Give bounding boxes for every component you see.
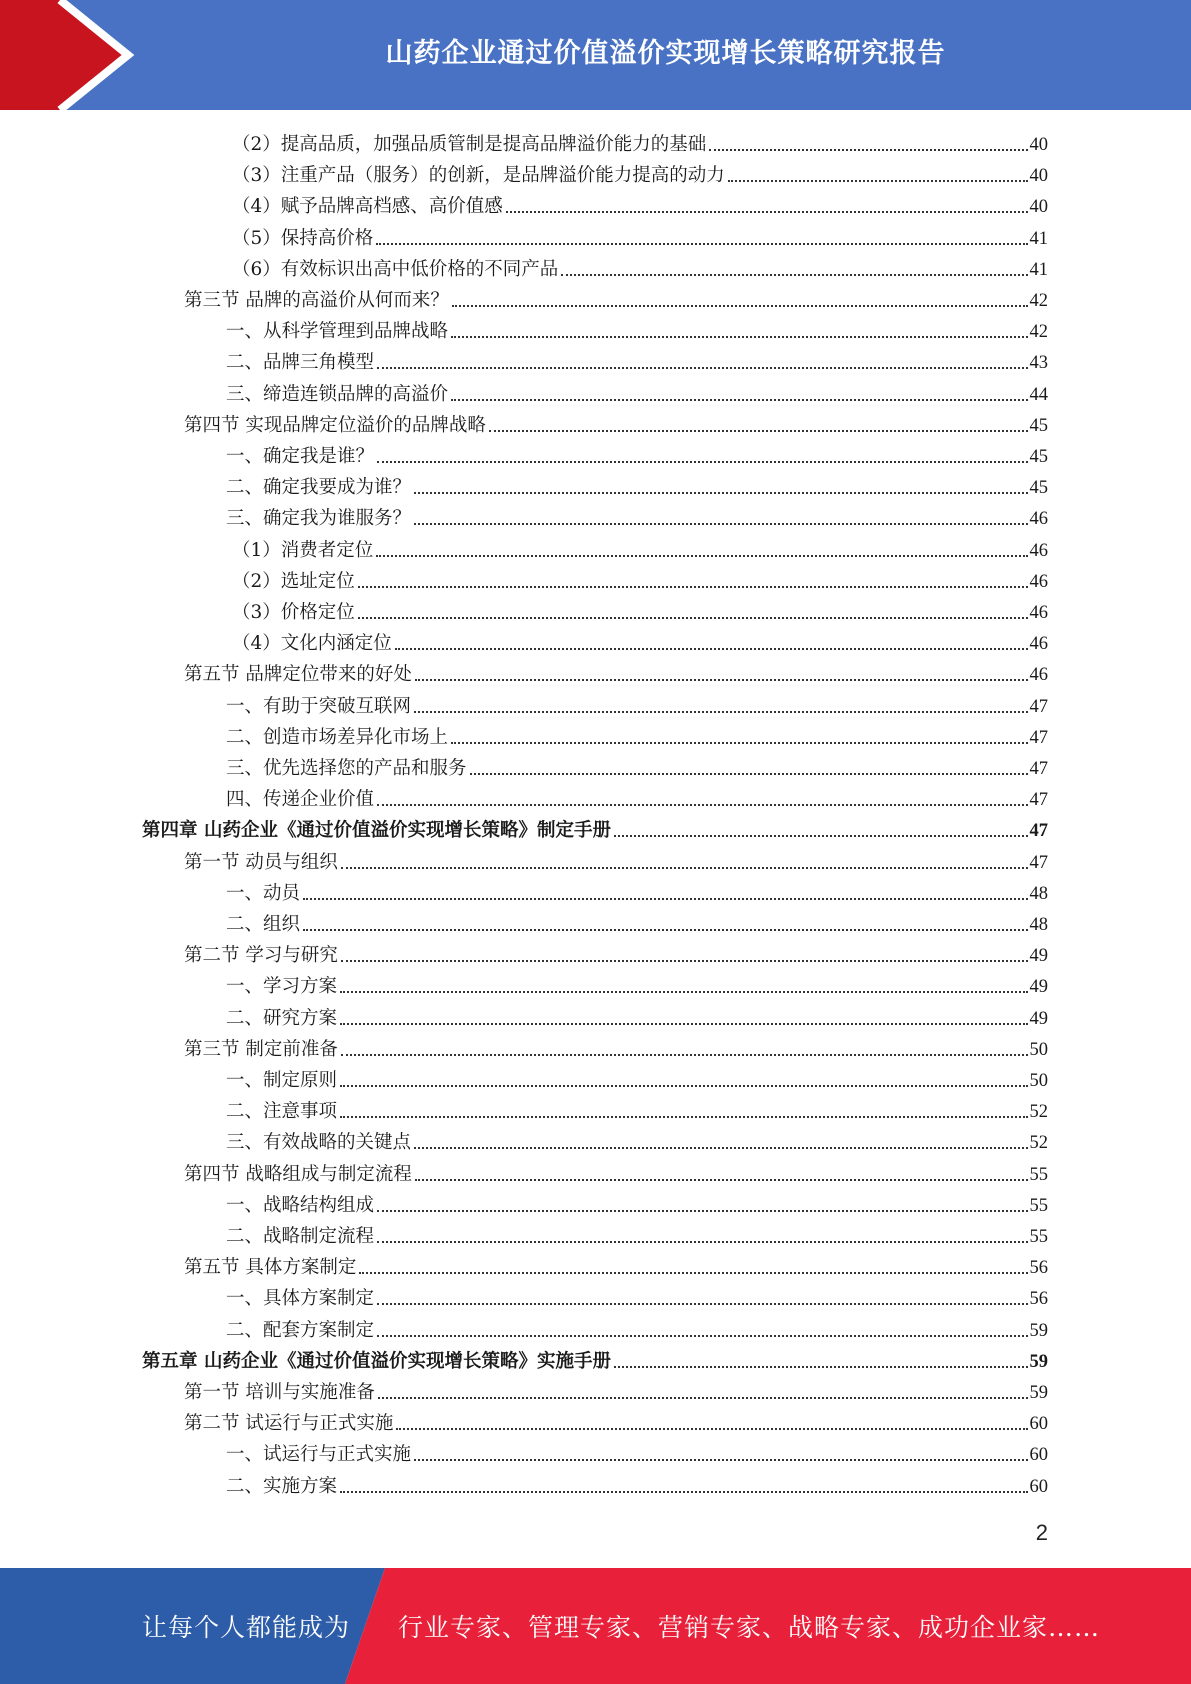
toc-subsection-entry[interactable]	[226, 1282, 1048, 1310]
toc-entry-title: 一、确定我是谁？	[226, 446, 375, 467]
toc-subsection-entry[interactable]	[226, 502, 1048, 530]
toc-subsection-entry[interactable]	[226, 1064, 1048, 1092]
toc-dot-leader	[359, 1272, 1027, 1274]
toc-subsection-entry[interactable]	[226, 908, 1048, 936]
toc-entry-page: 47	[1029, 696, 1048, 717]
toc-entry-page: 49	[1029, 1008, 1048, 1029]
toc-subsection-entry[interactable]	[232, 596, 1048, 624]
toc-dot-leader	[506, 211, 1028, 213]
toc-dot-leader	[377, 1210, 1027, 1212]
toc-entry-page: 55	[1029, 1227, 1048, 1247]
toc-entry-title: 第二节 学习与研究	[184, 945, 338, 967]
toc-dot-leader	[377, 367, 1027, 369]
toc-entry-page: 59	[1029, 1320, 1048, 1341]
toc-entry-page: 49	[1029, 946, 1048, 967]
toc-entry-title: （5）保持高价格	[232, 227, 374, 249]
toc-dot-leader	[614, 1366, 1028, 1368]
toc-subsection-entry[interactable]	[232, 253, 1048, 281]
toc-subsection-entry[interactable]	[226, 440, 1048, 468]
toc-section-entry[interactable]	[184, 939, 1048, 967]
toc-subsection-entry[interactable]	[232, 128, 1048, 156]
toc-entry-title: 一、制定原则	[226, 1070, 338, 1091]
toc-subsection-entry[interactable]	[226, 877, 1048, 905]
toc-entry-page: 47	[1029, 759, 1048, 779]
toc-subsection-entry[interactable]	[232, 627, 1048, 655]
toc-entry-page: 50	[1029, 1039, 1048, 1060]
toc-subsection-entry[interactable]	[226, 1314, 1048, 1342]
toc-entry-page: 59	[1029, 1383, 1048, 1403]
page-number: 2	[1035, 1520, 1048, 1545]
toc-dot-leader	[470, 773, 1028, 775]
toc-dot-leader	[376, 243, 1027, 245]
toc-entry-page: 45	[1029, 478, 1048, 499]
toc-dot-leader	[414, 492, 1027, 494]
toc-dot-leader	[377, 1335, 1027, 1337]
toc-dot-leader	[378, 1397, 1028, 1399]
toc-entry-title: （3）注重产品（服务）的创新，是品牌溢价能力提高的动力	[232, 165, 725, 187]
toc-entry-title: 三、确定我为谁服务？	[226, 508, 412, 530]
red-chevron-decoration	[0, 0, 160, 110]
toc-dot-leader	[341, 960, 1028, 962]
toc-entry-page: 49	[1029, 977, 1048, 998]
toc-entry-title: 二、实施方案	[226, 1475, 338, 1497]
toc-dot-leader	[358, 617, 1028, 619]
toc-subsection-entry[interactable]	[226, 783, 1048, 811]
toc-entry-title: （2）选址定位	[232, 570, 355, 592]
toc-entry-title: 第四章 山药企业《通过价值溢价实现增长策略》制定手册	[142, 820, 611, 842]
toc-dot-leader	[303, 929, 1027, 931]
toc-dot-leader	[452, 305, 1028, 307]
toc-dot-leader	[340, 1023, 1027, 1025]
toc-entry-title: 一、有助于突破互联网	[226, 695, 412, 717]
toc-entry-page: 46	[1029, 540, 1048, 561]
toc-dot-leader	[415, 679, 1028, 681]
toc-entry-page: 47	[1029, 727, 1048, 748]
toc-entry-page: 59	[1029, 1351, 1048, 1372]
toc-section-entry[interactable]	[184, 658, 1048, 686]
toc-entry-page: 43	[1029, 353, 1048, 374]
toc-entry-title: 第四节 实现品牌定位溢价的品牌战略	[184, 414, 486, 436]
toc-dot-leader	[340, 1085, 1027, 1087]
chevron-fill	[0, 0, 125, 110]
toc-entry-title: 二、组织	[226, 914, 301, 935]
toc-entry-title: 第二节 试运行与正式实施	[184, 1413, 394, 1435]
toc-entry-title: 一、从科学管理到品牌战略	[226, 321, 449, 343]
toc-dot-leader	[451, 742, 1027, 744]
toc-dot-leader	[561, 274, 1027, 276]
toc-dot-leader	[341, 867, 1028, 869]
toc-entry-page: 46	[1029, 634, 1048, 655]
toc-dot-leader	[340, 1491, 1027, 1493]
toc-entry-page: 56	[1029, 1258, 1048, 1279]
toc-subsection-entry[interactable]	[226, 315, 1048, 343]
toc-dot-leader	[395, 648, 1028, 650]
toc-entry-page: 41	[1029, 228, 1048, 249]
toc-dot-leader	[377, 1241, 1027, 1243]
toc-entry-page: 41	[1029, 259, 1048, 280]
toc-entry-title: 第三节 品牌的高溢价从何而来？	[184, 290, 449, 311]
toc-dot-leader	[489, 430, 1028, 432]
toc-entry-page: 50	[1029, 1071, 1048, 1091]
toc-subsection-entry[interactable]	[226, 721, 1048, 749]
toc-entry-title: 第一节 动员与组织	[184, 851, 338, 873]
toc-dot-leader	[341, 1054, 1028, 1056]
toc-entry-page: 45	[1029, 415, 1048, 436]
toc-entry-title: （2）提高品质，加强品质管制是提高品牌溢价能力的基础	[232, 134, 707, 155]
toc-entry-page: 48	[1029, 915, 1048, 935]
toc-entry-title: 第一节 培训与实施准备	[184, 1382, 375, 1403]
toc-entry-title: （1）消费者定位	[232, 539, 374, 561]
toc-entry-title: 第五章 山药企业《通过价值溢价实现增长策略》实施手册	[142, 1350, 611, 1372]
toc-entry-title: 三、缔造连锁品牌的高溢价	[226, 383, 449, 405]
toc-section-entry[interactable]	[184, 1033, 1048, 1061]
toc-subsection-entry[interactable]	[232, 190, 1048, 218]
toc-subsection-entry[interactable]	[232, 565, 1048, 593]
toc-chapter-entry[interactable]	[142, 1345, 1048, 1373]
toc-section-entry[interactable]	[184, 1158, 1048, 1186]
toc-entry-title: 一、试运行与正式实施	[226, 1444, 412, 1466]
toc-dot-leader	[451, 399, 1027, 401]
toc-entry-title: 一、具体方案制定	[226, 1288, 375, 1310]
toc-entry-page: 46	[1029, 665, 1048, 686]
toc-entry-title: 第五节 品牌定位带来的好处	[184, 664, 412, 686]
toc-subsection-entry[interactable]	[226, 1438, 1048, 1466]
toc-dot-leader	[614, 835, 1028, 837]
toc-entry-page: 52	[1029, 1133, 1048, 1154]
toc-section-entry[interactable]	[184, 284, 1048, 312]
slogan-footer	[0, 1568, 1191, 1684]
toc-subsection-entry[interactable]	[226, 378, 1048, 406]
toc-subsection-entry[interactable]	[232, 534, 1048, 562]
toc-entry-page: 40	[1029, 135, 1048, 155]
toc-entry-title: 一、学习方案	[226, 976, 338, 998]
toc-subsection-entry[interactable]	[226, 1095, 1048, 1123]
toc-dot-leader	[451, 336, 1027, 338]
toc-subsection-entry[interactable]	[226, 1470, 1048, 1498]
toc-entry-page: 56	[1029, 1289, 1048, 1310]
toc-section-entry[interactable]	[184, 1251, 1048, 1279]
toc-section-entry[interactable]	[184, 1407, 1048, 1435]
toc-entry-page: 60	[1029, 1414, 1048, 1435]
toc-entry-title: （4）文化内涵定位	[232, 633, 392, 655]
toc-entry-page: 46	[1029, 603, 1048, 623]
toc-entry-page: 40	[1029, 166, 1048, 187]
toc-entry-page: 60	[1029, 1445, 1048, 1466]
toc-dot-leader	[414, 1147, 1027, 1149]
toc-dot-leader	[377, 461, 1027, 463]
toc-entry-page: 44	[1029, 384, 1048, 405]
toc-entry-page: 46	[1029, 571, 1048, 592]
footer-slogan-left: 让每个人都能成为	[142, 1613, 351, 1642]
toc-entry-title: 二、创造市场差异化市场上	[226, 726, 449, 748]
toc-dot-leader	[377, 804, 1027, 806]
toc-dot-leader	[415, 1179, 1028, 1181]
toc-subsection-entry[interactable]	[226, 471, 1048, 499]
toc-subsection-entry[interactable]	[232, 222, 1048, 250]
report-header	[0, 0, 1191, 110]
toc-dot-leader	[414, 1459, 1027, 1461]
footer-slogan-right: 行业专家、管理专家、营销专家、战略专家、成功企业家……	[398, 1613, 1101, 1642]
toc-section-entry[interactable]	[184, 846, 1048, 874]
toc-entry-page: 55	[1029, 1164, 1048, 1185]
toc-entry-title: 二、配套方案制定	[226, 1319, 375, 1341]
toc-entry-page: 42	[1029, 322, 1048, 343]
toc-entry-page: 42	[1029, 291, 1048, 311]
toc-entry-title: 二、注意事项	[226, 1101, 338, 1123]
toc-dot-leader	[358, 586, 1028, 588]
toc-entry-page: 60	[1029, 1476, 1048, 1497]
toc-entry-title: 二、战略制定流程	[226, 1226, 375, 1247]
toc-entry-title: 第五节 具体方案制定	[184, 1257, 357, 1279]
toc-entry-title: 一、战略结构组成	[226, 1194, 375, 1216]
toc-dot-leader	[709, 149, 1027, 151]
toc-dot-leader	[728, 180, 1028, 182]
toc-subsection-entry[interactable]	[232, 159, 1048, 187]
toc-entry-page: 52	[1029, 1102, 1048, 1123]
toc-entry-title: 四、传递企业价值	[226, 789, 375, 811]
toc-entry-title: （4）赋予品牌高档感、高价值感	[232, 196, 503, 218]
toc-entry-page: 48	[1029, 883, 1048, 904]
toc-subsection-entry[interactable]	[226, 1002, 1048, 1030]
toc-section-entry[interactable]	[184, 1376, 1048, 1404]
toc-entry-page: 47	[1029, 852, 1048, 873]
toc-section-entry[interactable]	[184, 409, 1048, 437]
toc-entry-title: （6）有效标识出高中低价格的不同产品	[232, 258, 559, 280]
toc-dot-leader	[414, 523, 1027, 525]
toc-entry-title: 二、品牌三角模型	[226, 352, 375, 374]
toc-entry-title: 第四节 战略组成与制定流程	[184, 1163, 412, 1185]
toc-subsection-entry[interactable]	[226, 970, 1048, 998]
toc-subsection-entry[interactable]	[226, 690, 1048, 718]
toc-dot-leader	[414, 711, 1027, 713]
toc-dot-leader	[396, 1428, 1027, 1430]
toc-dot-leader	[340, 1116, 1027, 1118]
toc-entry-title: 三、优先选择您的产品和服务	[226, 758, 467, 779]
toc-dot-leader	[377, 1303, 1027, 1305]
toc-entry-page: 40	[1029, 197, 1048, 218]
toc-dot-leader	[376, 555, 1027, 557]
toc-subsection-entry[interactable]	[226, 1220, 1048, 1248]
report-title: 山药企业通过价值溢价实现增长策略研究报告	[385, 37, 946, 69]
toc-entry-page: 47	[1029, 821, 1048, 842]
toc-chapter-entry[interactable]	[142, 814, 1048, 842]
toc-subsection-entry[interactable]	[226, 346, 1048, 374]
toc-entry-page: 45	[1029, 447, 1048, 467]
toc-entry-page: 47	[1029, 790, 1048, 811]
toc-dot-leader	[340, 991, 1027, 993]
toc-entry-title: 一、动员	[226, 882, 301, 904]
toc-entry-title: 第三节 制定前准备	[184, 1038, 338, 1060]
toc-entry-title: 二、确定我要成为谁？	[226, 477, 412, 499]
toc-dot-leader	[303, 898, 1027, 900]
toc-entry-title: 二、研究方案	[226, 1007, 338, 1029]
toc-entry-page: 55	[1029, 1195, 1048, 1216]
toc-entry-page: 46	[1029, 509, 1048, 530]
toc-subsection-entry[interactable]	[226, 1189, 1048, 1217]
toc-subsection-entry[interactable]	[226, 1126, 1048, 1154]
toc-entry-title: 三、有效战略的关键点	[226, 1132, 412, 1154]
toc-subsection-entry[interactable]	[226, 752, 1048, 780]
toc-entry-title: （3）价格定位	[232, 602, 355, 623]
